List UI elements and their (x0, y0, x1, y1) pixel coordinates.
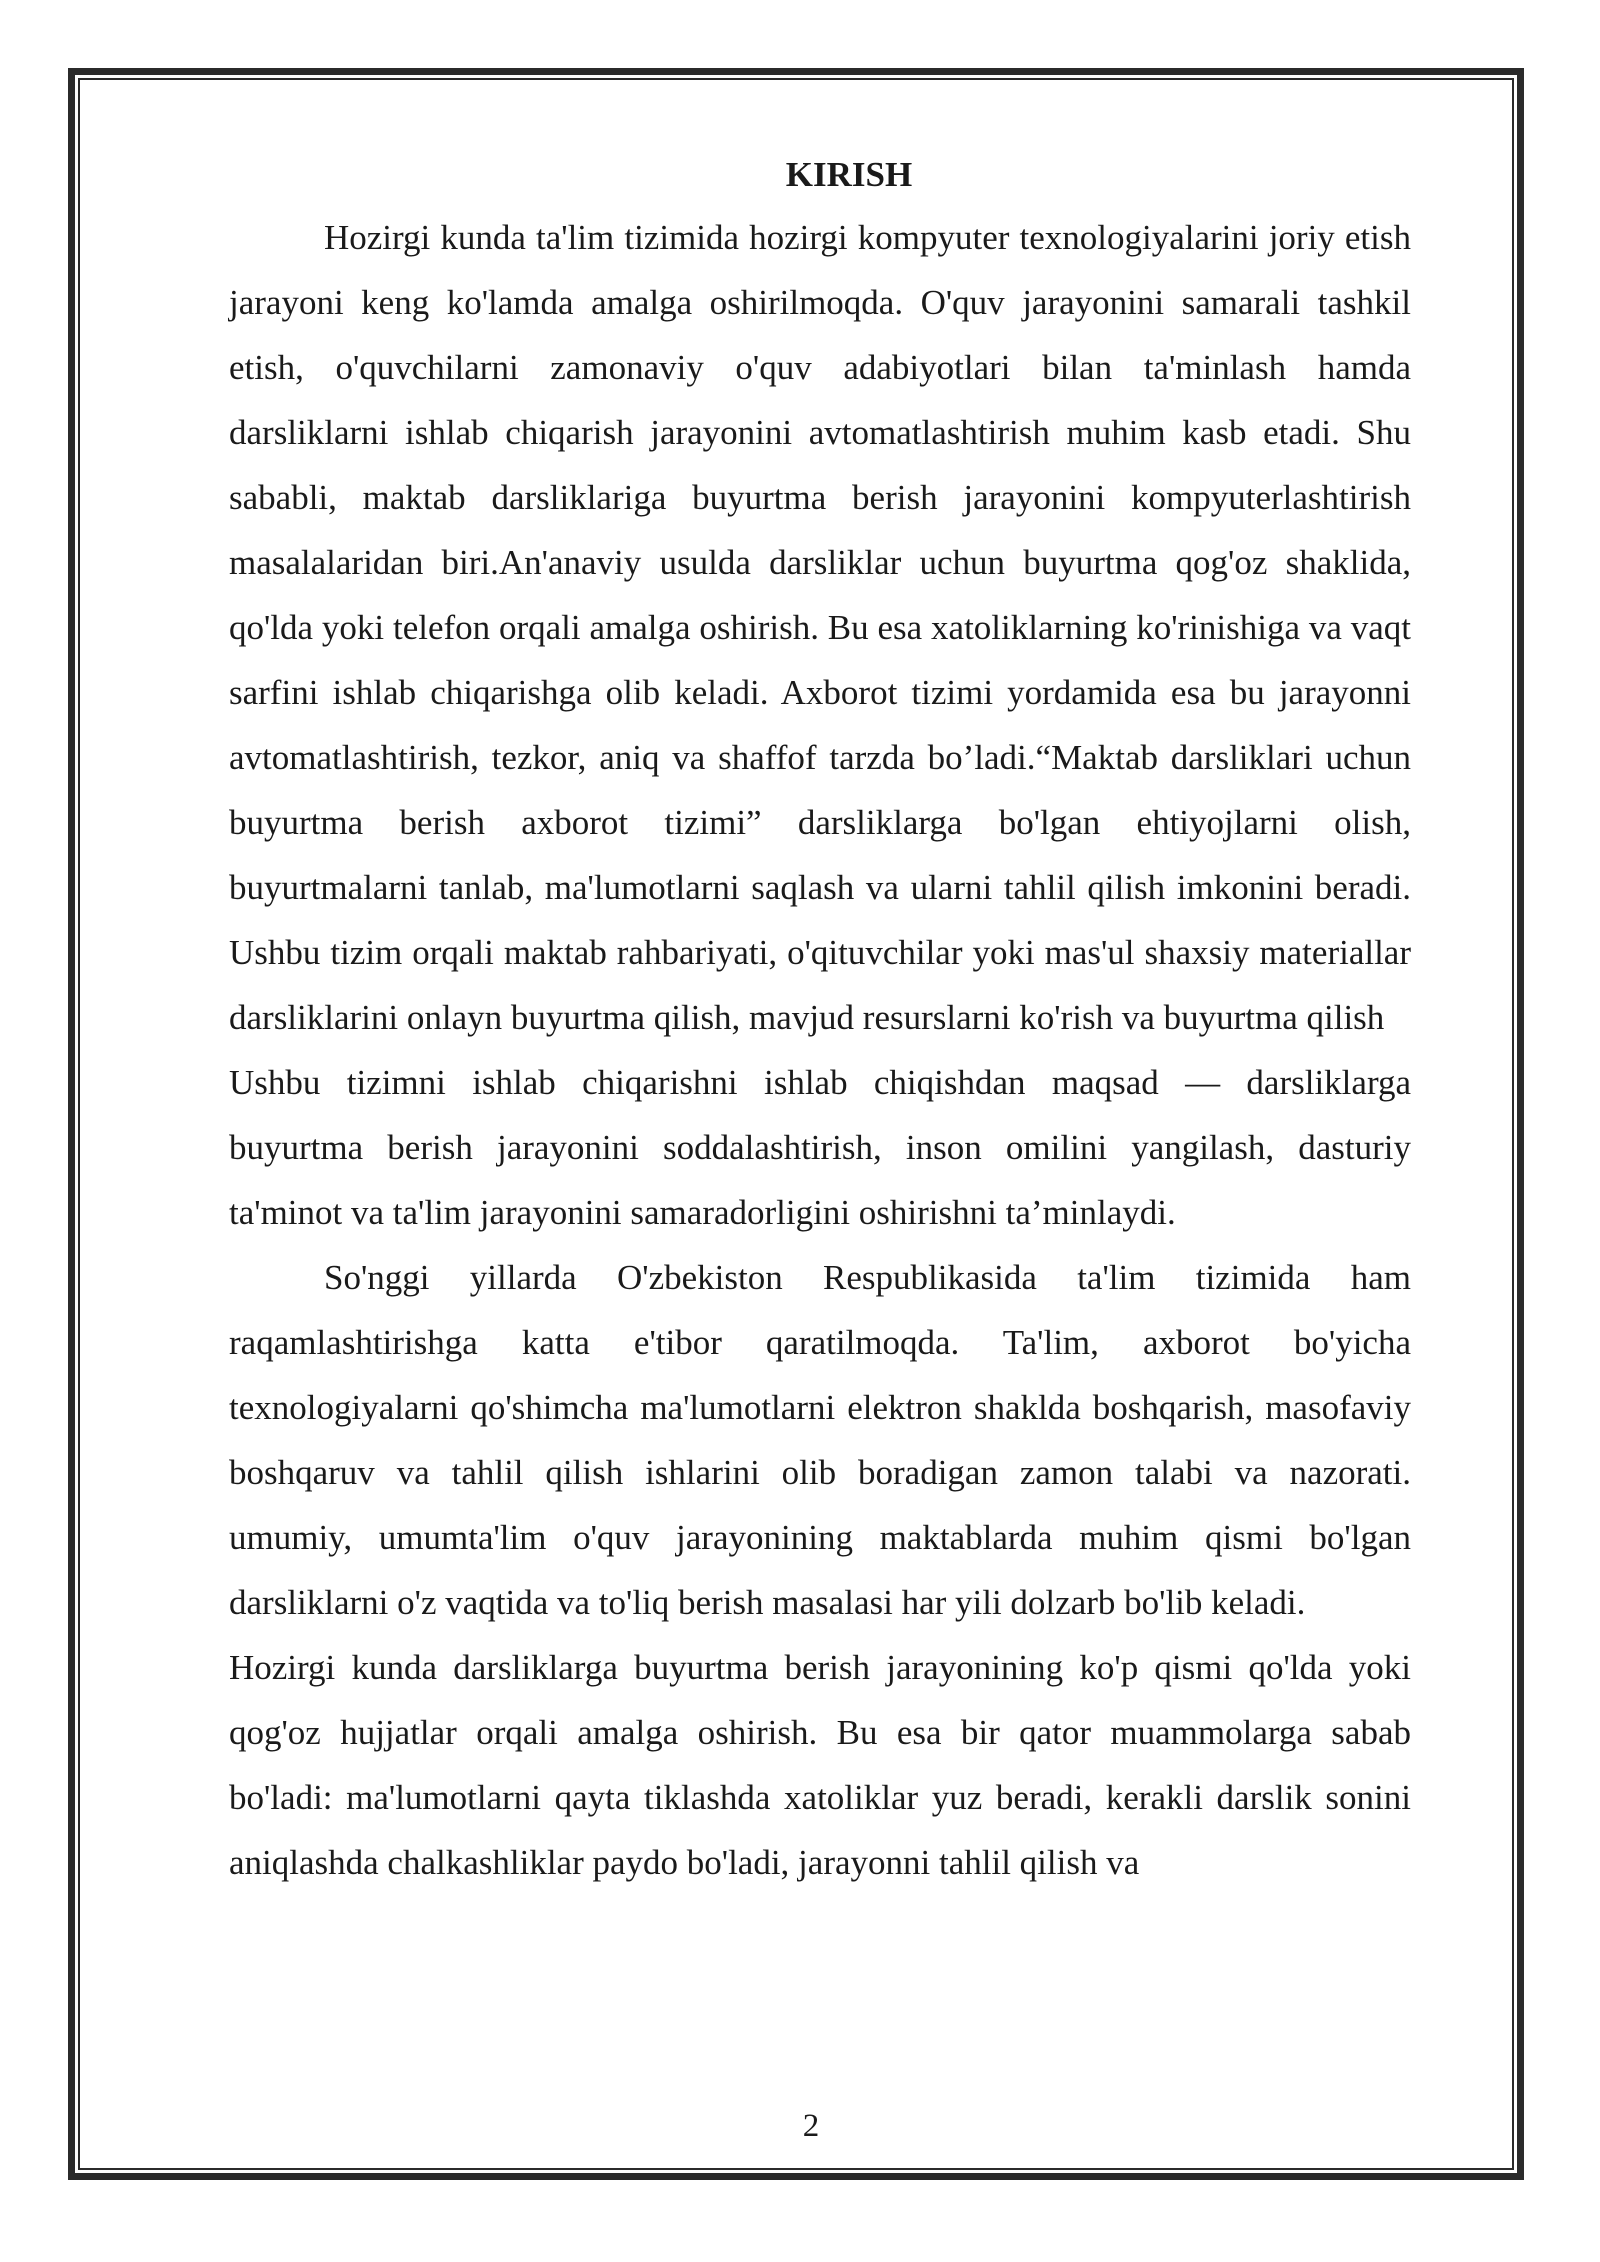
paragraph-2: Ushbu tizimni ishlab chiqarishni ishlab chiqishdan maqsad — darsliklarga buyurtma berish jarayonini soddalashtirish, inson omilini yangilash, dasturiy ta'minot va ta'lim jarayonini samaradorligini oshirishni ta’minlaydi. (229, 1063, 1411, 1232)
paragraph-4: Hozirgi kunda darsliklarga buyurtma berish jarayonining ko'p qismi qo'lda yoki qog'oz hujjatlar orqali amalga oshirish. Bu esa bir qator muammolarga sabab bo'ladi: ma'lumotlarni qayta tiklashda xatoliklar yuz beradi, kerakli darslik sonini aniqlashda chalkashliklar paydo bo'ladi, jarayonni tahlil qilish va (229, 1648, 1411, 1882)
paragraph-1: Hozirgi kunda ta'lim tizimida hozirgi kompyuter texnologiyalarini joriy etish jarayoni keng ko'lamda amalga oshirilmoqda. O'quv jarayonini samarali tashkil etish, o'quvchilarni zamonaviy o'quv adabiyotlari bilan ta'minlash hamda darsliklarni ishlab chiqarish jarayonini avtomatlashtirish muhim kasb etadi. Shu sababli, maktab darsliklariga buyurtma berish jarayonini kompyuterlashtirish masalalaridan biri.An'anaviy usulda darsliklar uchun buyurtma qog'oz shaklida, qo'lda yoki telefon orqali amalga oshirish. Bu esa xatoliklarning ko'rinishiga va vaqt sarfini ishlab chiqarishga olib keladi. Axborot tizimi yordamida esa bu jarayonni avtomatlashtirish, tezkor, aniq va shaffof tarzda bo’ladi.“Maktab darsliklari uchun buyurtma berish axborot tizimi” darsliklarga bo'lgan ehtiyojlarni olish, buyurtmalarni tanlab, ma'lumotlarni saqlash va ularni tahlil qilish imkonini beradi. Ushbu tizim orqali maktab rahbariyati, o'qituvchilar yoki mas'ul shaxsiy materiallar darsliklarini onlayn buyurtma qilish, mavjud resurslarni ko'rish va buyurtma qilish (229, 218, 1411, 1037)
document-heading: KIRISH (785, 155, 913, 194)
page-number: 2 (802, 2108, 820, 2144)
paragraph-3: So'nggi yillarda O'zbekiston Respublikasida ta'lim tizimida ham raqamlashtirishga katta e'tibor qaratilmoqda. Ta'lim, axborot bo'yicha texnologiyalarni qo'shimcha ma'lumotlarni elektron shaklda boshqarish, masofaviy boshqaruv va tahlil qilish ishlarini olib boradigan zamon talabi va nazorati. umumiy, umumta'lim o'quv jarayonining maktablarda muhim qismi bo'lgan darsliklarni o'z vaqtida va to'liq berish masalasi har yili dolzarb bo'lib keladi. (229, 1258, 1411, 1622)
document-body (229, 145, 1411, 1895)
